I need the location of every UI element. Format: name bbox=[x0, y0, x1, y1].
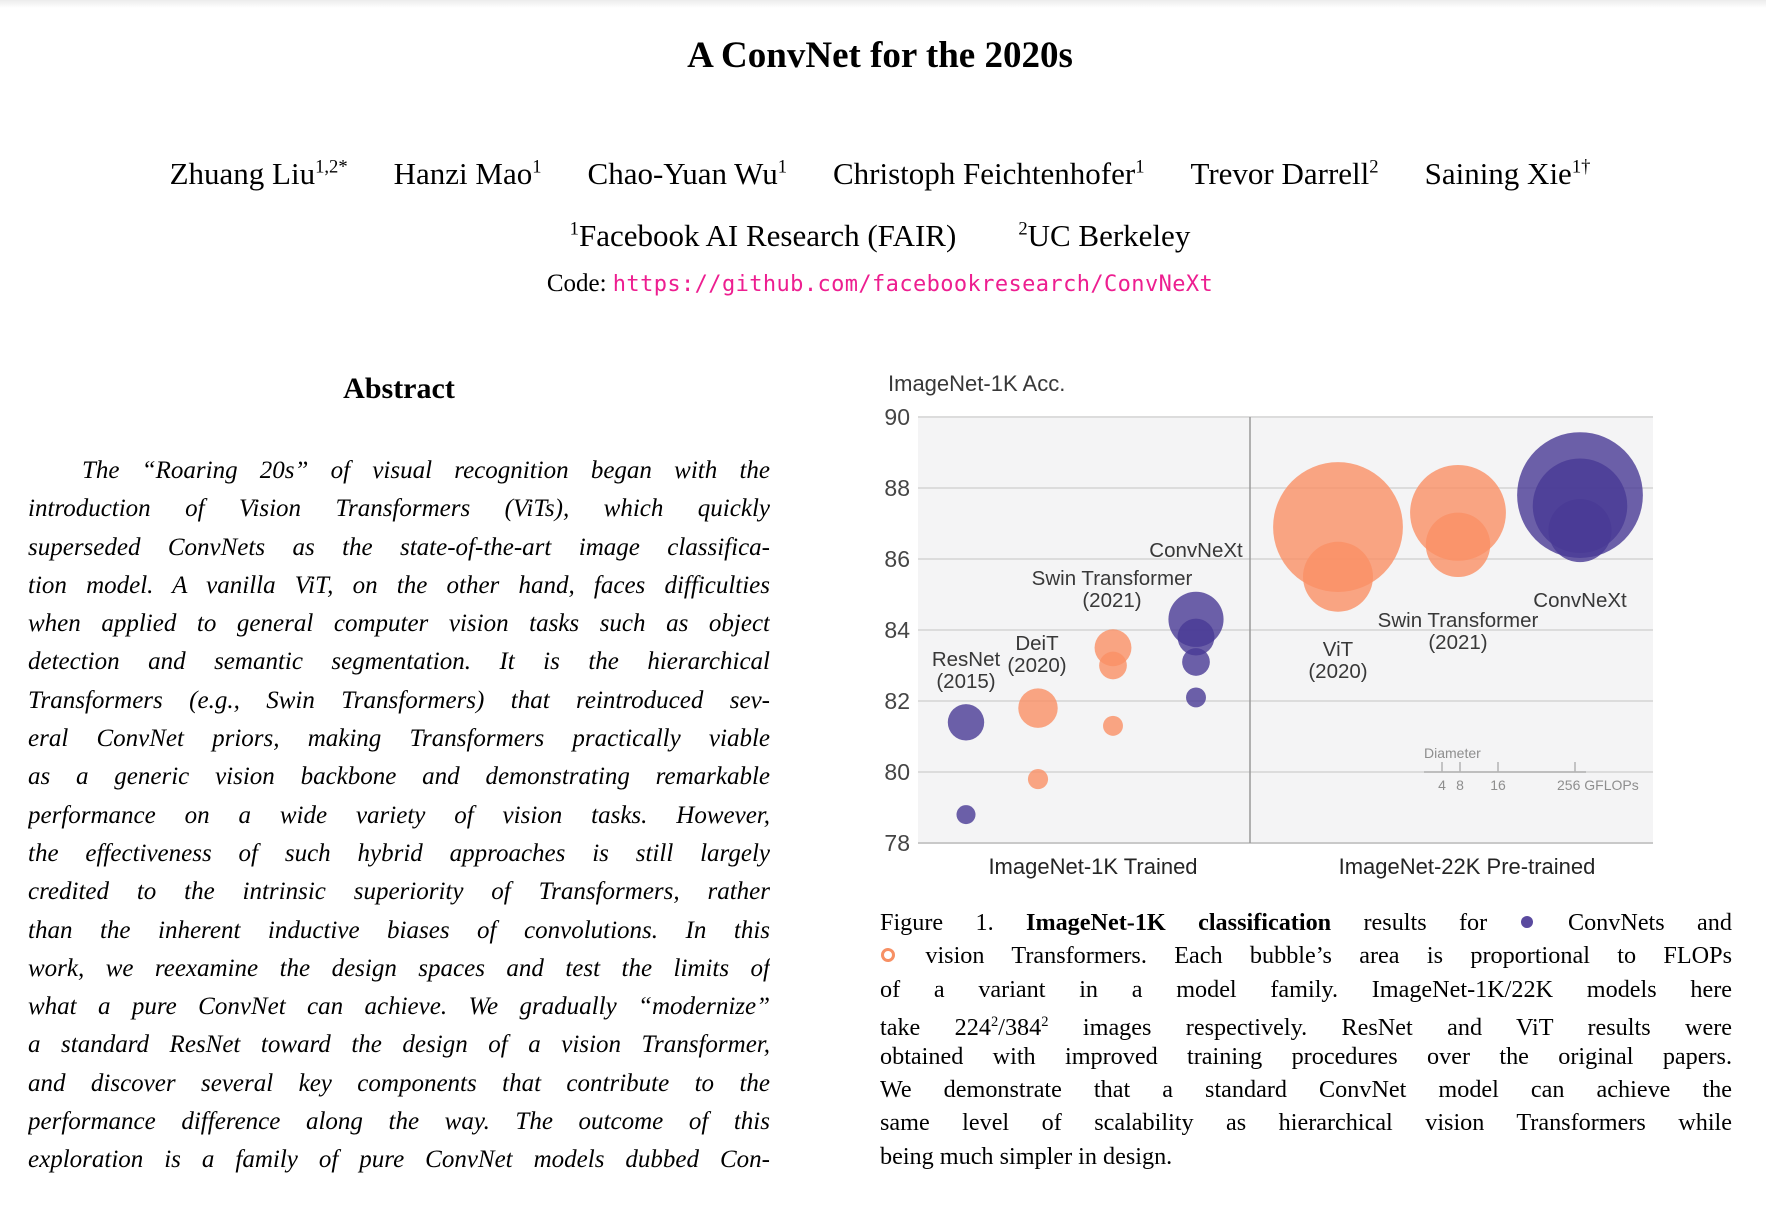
y-axis-tick-label: 82 bbox=[884, 688, 910, 714]
author-name: Hanzi Mao$^1$ bbox=[393, 156, 542, 191]
cluster-label: ConvNeXt bbox=[1149, 539, 1243, 562]
caption-line: Figure 1. ImageNet-1K classification results for ConvNets and bbox=[880, 909, 1732, 936]
abstract-line: detection and semantic segmentation. It is the hierarchical bbox=[28, 648, 770, 676]
abstract-line: performance difference along the way. The outcome of this bbox=[28, 1108, 770, 1136]
abstract-text bbox=[28, 452, 770, 1180]
transformer-ring-icon bbox=[881, 948, 895, 962]
affiliation-superscript: 2 bbox=[1018, 218, 1028, 240]
chart-title: ImageNet-1K Acc. bbox=[888, 371, 1066, 396]
bubble-resnet bbox=[948, 704, 984, 740]
caption-bold-text: ImageNet-1K classification bbox=[1026, 909, 1332, 936]
author-name: Zhuang Liu$^{1,2*}$ bbox=[169, 156, 348, 191]
bubble-convnext bbox=[1182, 648, 1210, 676]
figure-1-caption bbox=[880, 906, 1732, 1173]
size-legend-tick-label: 16 bbox=[1490, 777, 1506, 793]
code-label: Code: bbox=[546, 270, 613, 297]
affiliation-list bbox=[0, 218, 1760, 254]
abstract-line: eral ConvNet priors, making Transformers practically viable bbox=[28, 725, 770, 753]
author-name: Christoph Feichtenhofer$^1$ bbox=[833, 156, 1145, 191]
cluster-label: (2020) bbox=[1308, 660, 1368, 683]
caption-line: take $224^2/384^2$ images respectively. ResNet and ViT results were bbox=[880, 1014, 1732, 1040]
code-line bbox=[0, 270, 1760, 298]
caption-line: same level of scalability as hierarchical vision Transformers while bbox=[880, 1109, 1732, 1137]
size-legend-tick-label: 8 bbox=[1456, 777, 1464, 793]
cluster-label: Swin Transformer bbox=[1377, 609, 1539, 632]
bubble-swin-transformer bbox=[1426, 513, 1490, 577]
y-axis-tick-label: 84 bbox=[884, 617, 910, 643]
cluster-label: (2020) bbox=[1007, 654, 1067, 677]
code-url-link[interactable]: https://github.com/facebookresearch/ConvNeXt bbox=[612, 272, 1214, 297]
cluster-label: DeiT bbox=[1015, 632, 1059, 655]
abstract-line: exploration is a family of pure ConvNet models dubbed Con- bbox=[28, 1146, 770, 1174]
bubble-vit bbox=[1303, 542, 1373, 612]
bubble-deit bbox=[1018, 688, 1057, 727]
abstract-line: when applied to general computer vision tasks such as object bbox=[28, 610, 770, 638]
cluster-label: Swin Transformer bbox=[1031, 567, 1193, 590]
author-superscript: 1 bbox=[777, 156, 787, 178]
paper-title: A ConvNet for the 2020s bbox=[687, 35, 1073, 76]
y-axis-tick-label: 78 bbox=[884, 830, 910, 856]
panel-label: ImageNet-22K Pre-trained bbox=[1338, 854, 1596, 879]
figure-1 bbox=[858, 360, 1670, 890]
y-axis-tick-label: 90 bbox=[884, 404, 910, 430]
cluster-label: ResNet bbox=[931, 648, 1001, 671]
abstract-line: as a generic vision backbone and demonstrating remarkable bbox=[28, 763, 770, 791]
author-name: Trevor Darrell$^2$ bbox=[1190, 156, 1379, 191]
caption-line: We demonstrate that a standard ConvNet model can achieve the bbox=[880, 1075, 1732, 1103]
abstract-line: performance on a wide variety of vision tasks. However, bbox=[28, 801, 770, 829]
bubble-convnext bbox=[1548, 499, 1611, 562]
abstract-line: than the inherent inductive biases of convolutions. In this bbox=[28, 916, 770, 944]
caption-line: of a variant in a model family. ImageNet-1K/22K models here bbox=[880, 975, 1732, 1003]
author-list bbox=[0, 156, 1760, 192]
abstract-line: a standard ResNet toward the design of a vision Transformer, bbox=[28, 1031, 770, 1059]
bubble-swin-transformer bbox=[1103, 716, 1123, 736]
author-superscript: 2 bbox=[1369, 156, 1379, 178]
abstract-line: superseded ConvNets as the state-of-the-art image classifica- bbox=[28, 533, 770, 561]
panel-label: ImageNet-1K Trained bbox=[988, 854, 1198, 879]
cluster-label: (2021) bbox=[1082, 589, 1142, 612]
author-superscript: 1 bbox=[1135, 156, 1145, 178]
abstract-line: what a pure ConvNet can achieve. We gradually “modernize” bbox=[28, 993, 770, 1021]
window-top-edge bbox=[0, 0, 1766, 8]
affiliation: $^1$Facebook AI Research (FAIR) bbox=[569, 218, 957, 253]
author-superscript: 1 bbox=[532, 156, 542, 178]
bubble-deit bbox=[1028, 769, 1048, 789]
caption-superscript: 2 bbox=[1041, 1014, 1049, 1031]
abstract-line: introduction of Vision Transformers (ViTs), which quickly bbox=[28, 495, 770, 523]
abstract-line: tion model. A vanilla ViT, on the other hand, faces difficulties bbox=[28, 571, 770, 599]
y-axis-tick-label: 88 bbox=[884, 475, 910, 501]
affiliation-superscript: 1 bbox=[569, 218, 579, 240]
caption-line: being much simpler in design. bbox=[880, 1142, 1173, 1170]
abstract-line: the effectiveness of such hybrid approaches is still largely bbox=[28, 839, 770, 867]
size-legend-tick-label: 256 GFLOPs bbox=[1557, 777, 1639, 793]
author-superscript: 1† bbox=[1571, 156, 1591, 178]
author-superscript: 1,2* bbox=[315, 156, 348, 178]
y-axis-tick-label: 80 bbox=[884, 759, 910, 785]
affiliation: $^2$UC Berkeley bbox=[1018, 218, 1191, 253]
caption-superscript: 2 bbox=[990, 1014, 999, 1031]
bubble-chart bbox=[858, 360, 1670, 890]
caption-line: vision Transformers. Each bubble’s area is proportional to FLOPs bbox=[880, 939, 1732, 972]
abstract-heading: Abstract bbox=[343, 372, 455, 405]
abstract-line: The “Roaring 20s” of visual recognition began with the bbox=[82, 457, 770, 484]
abstract-line: Transformers (e.g., Swin Transformers) that reintroduced sev- bbox=[28, 686, 770, 714]
bubble-resnet bbox=[956, 805, 975, 824]
y-axis-tick-label: 86 bbox=[884, 546, 910, 572]
cluster-label: (2021) bbox=[1428, 631, 1488, 654]
convnet-dot-icon bbox=[1521, 916, 1533, 928]
caption-line: obtained with improved training procedures over the original papers. bbox=[880, 1042, 1732, 1070]
cluster-label: (2015) bbox=[936, 670, 996, 693]
abstract-line: credited to the intrinsic superiority of Transformers, rather bbox=[28, 878, 770, 906]
author-name: Chao-Yuan Wu$^1$ bbox=[587, 156, 787, 191]
author-name: Saining Xie$^{1\dagger}$ bbox=[1424, 156, 1591, 191]
cluster-label: ViT bbox=[1322, 638, 1354, 661]
bubble-swin-transformer bbox=[1099, 652, 1127, 680]
abstract-line: and discover several key components that contribute to the bbox=[28, 1069, 770, 1097]
size-legend-title: Diameter bbox=[1424, 745, 1481, 761]
abstract-line: work, we reexamine the design spaces and test the limits of bbox=[28, 954, 770, 982]
cluster-label: ConvNeXt bbox=[1533, 589, 1627, 612]
bubble-convnext bbox=[1186, 687, 1206, 707]
size-legend-tick-label: 4 bbox=[1438, 777, 1446, 793]
